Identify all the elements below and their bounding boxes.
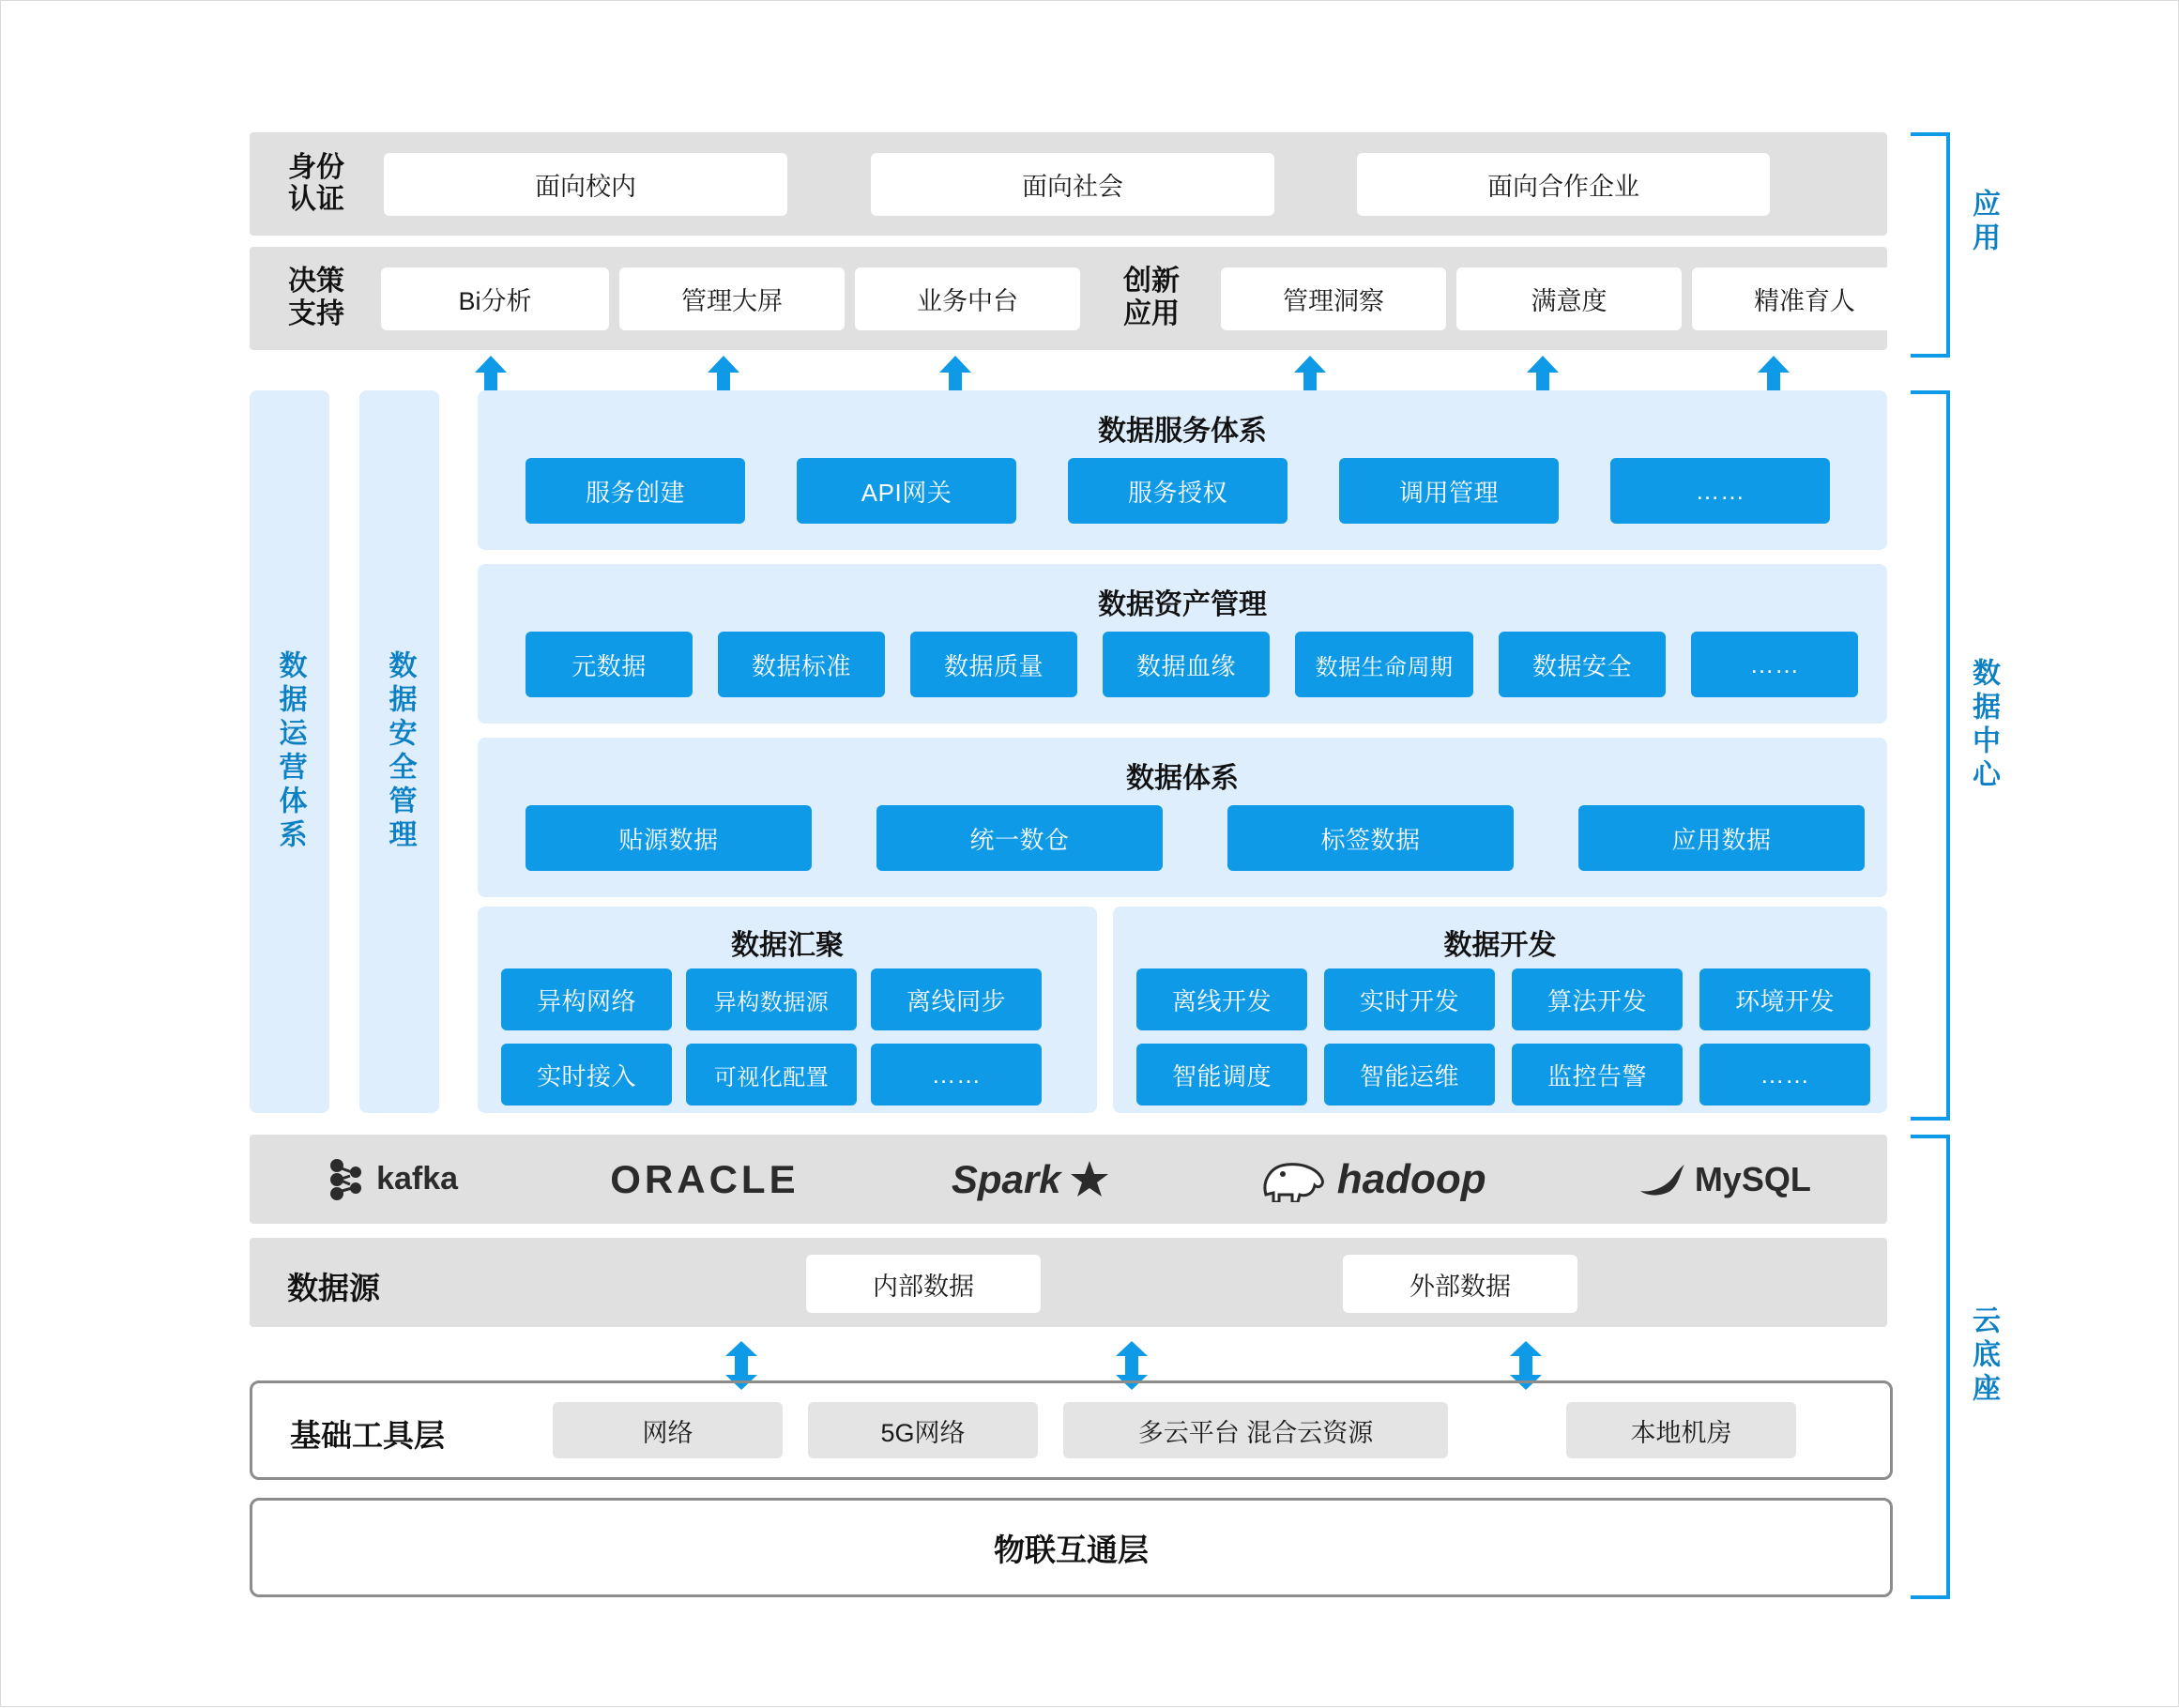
decision-label-line2: 支持 [288,297,344,329]
kafka-logo-text: kafka [376,1161,459,1197]
data-dev-item-1[interactable]: 实时开发 [1324,968,1495,1030]
data-gather-item-4[interactable]: 可视化配置 [686,1044,857,1106]
decision-label-line1: 决策 [288,266,344,297]
innovation-item-0[interactable]: 管理洞察 [1221,267,1446,330]
innovation-item-1[interactable]: 满意度 [1456,267,1682,330]
data-gather-item-0[interactable]: 异构网络 [501,968,672,1030]
service-system-title: 数据服务体系 [1098,416,1267,447]
application-bracket [1911,132,1950,358]
hadoop-logo-text: hadoop [1336,1155,1486,1202]
data-dev-panel [1113,907,1887,1113]
kafka-logo [326,1158,458,1201]
spark-star-icon [1071,1161,1108,1198]
mysql-dolphin-icon [1638,1163,1685,1197]
asset-management-title: 数据资产管理 [1098,589,1267,620]
datasource-item-0[interactable]: 内部数据 [806,1255,1041,1313]
data-gather-title: 数据汇聚 [731,930,844,961]
asset-management-item-0[interactable]: 元数据 [526,632,693,697]
data-gather-item-2[interactable]: 离线同步 [871,968,1042,1030]
identity-band [250,132,1887,236]
datasource-band [250,1238,1887,1327]
data-dev-title: 数据开发 [1443,930,1557,961]
spark-logo [952,1157,1108,1202]
oracle-logo [610,1157,799,1202]
data-system-title: 数据体系 [1126,763,1239,794]
data-dev-item-3[interactable]: 环境开发 [1699,968,1870,1030]
service-system-item-4[interactable]: …… [1610,458,1830,524]
tech-logo-band [250,1135,1887,1224]
service-system-item-1[interactable]: API网关 [797,458,1016,524]
data-gather-item-5[interactable]: …… [871,1044,1042,1106]
asset-management-item-3[interactable]: 数据血缘 [1103,632,1270,697]
rail-data-security-label: 数据安全管理 [384,650,416,853]
decision-band-label [265,266,368,330]
data-system-item-2[interactable]: 标签数据 [1227,805,1514,871]
identity-band-label [265,152,368,217]
decision-item-0[interactable]: Bi分析 [381,267,609,330]
service-system-item-0[interactable]: 服务创建 [526,458,745,524]
data-gather-item-3[interactable]: 实时接入 [501,1044,672,1106]
service-system-item-2[interactable]: 服务授权 [1068,458,1288,524]
asset-management-item-4[interactable]: 数据生命周期 [1295,632,1473,697]
rail-data-operations-label: 数据运营体系 [274,650,306,853]
data-gather-panel [478,907,1097,1113]
rail-data-security [359,390,439,1113]
decision-item-1[interactable]: 管理大屏 [619,267,845,330]
decision-innovation-band [250,247,1887,350]
data-system-item-1[interactable]: 统一数仓 [876,805,1163,871]
innovation-band-label [1100,266,1203,330]
kafka-glyph [326,1158,367,1201]
data-system-item-3[interactable]: 应用数据 [1578,805,1865,871]
infra-item-1[interactable]: 5G网络 [808,1402,1038,1458]
data-dev-item-5[interactable]: 智能运维 [1324,1044,1495,1106]
data-dev-item-2[interactable]: 算法开发 [1512,968,1683,1030]
infra-item-0[interactable]: 网络 [553,1402,783,1458]
data-dev-item-4[interactable]: 智能调度 [1136,1044,1307,1106]
decision-item-2[interactable]: 业务中台 [855,267,1080,330]
service-system-panel [478,390,1887,550]
infra-layer-box [250,1380,1893,1480]
innovation-label-line1: 创新 [1123,266,1180,297]
infra-item-2[interactable]: 多云平台 混合云资源 [1063,1402,1448,1458]
datasource-label: 数据源 [287,1271,380,1305]
spark-logo-text: Spark [951,1156,1061,1201]
innovation-item-2[interactable]: 精准育人 [1692,267,1917,330]
asset-management-item-5[interactable]: 数据安全 [1499,632,1666,697]
hadoop-elephant-icon [1260,1157,1328,1202]
rail-data-operations [250,390,329,1113]
mysql-logo [1638,1160,1811,1199]
data-gather-item-1[interactable]: 异构数据源 [686,968,857,1030]
iot-layer-box [250,1498,1893,1597]
asset-management-item-6[interactable]: …… [1691,632,1858,697]
identity-label-line1: 身份 [288,151,344,183]
innovation-label-line2: 应用 [1123,297,1180,329]
application-bracket-label: 应用 [1968,189,1999,256]
data-system-panel [478,738,1887,897]
identity-label-line2: 认证 [288,184,344,215]
asset-management-item-1[interactable]: 数据标准 [718,632,885,697]
infra-layer-label: 基础工具层 [290,1418,445,1453]
cloud-base-bracket [1911,1135,1950,1599]
identity-item-0[interactable]: 面向校内 [384,153,787,216]
identity-item-2[interactable]: 面向合作企业 [1357,153,1770,216]
asset-management-item-2[interactable]: 数据质量 [910,632,1077,697]
data-dev-item-0[interactable]: 离线开发 [1136,968,1307,1030]
service-system-item-3[interactable]: 调用管理 [1339,458,1559,524]
data-center-bracket [1911,390,1950,1121]
mysql-logo-text: MySQL [1694,1159,1811,1198]
asset-management-panel [478,564,1887,724]
data-center-bracket-label: 数据中心 [1968,658,1999,793]
data-dev-item-7[interactable]: …… [1699,1044,1870,1106]
datasource-item-1[interactable]: 外部数据 [1343,1255,1577,1313]
infra-item-3[interactable]: 本地机房 [1566,1402,1796,1458]
iot-layer-label: 物联互通层 [994,1532,1149,1567]
cloud-base-bracket-label: 云底座 [1968,1305,1999,1407]
hadoop-logo [1260,1156,1486,1203]
data-system-item-0[interactable]: 贴源数据 [526,805,812,871]
diagram-canvas [1,1,2179,1708]
data-dev-item-6[interactable]: 监控告警 [1512,1044,1683,1106]
oracle-logo-text: ORACLE [610,1156,800,1201]
identity-item-1[interactable]: 面向社会 [871,153,1274,216]
